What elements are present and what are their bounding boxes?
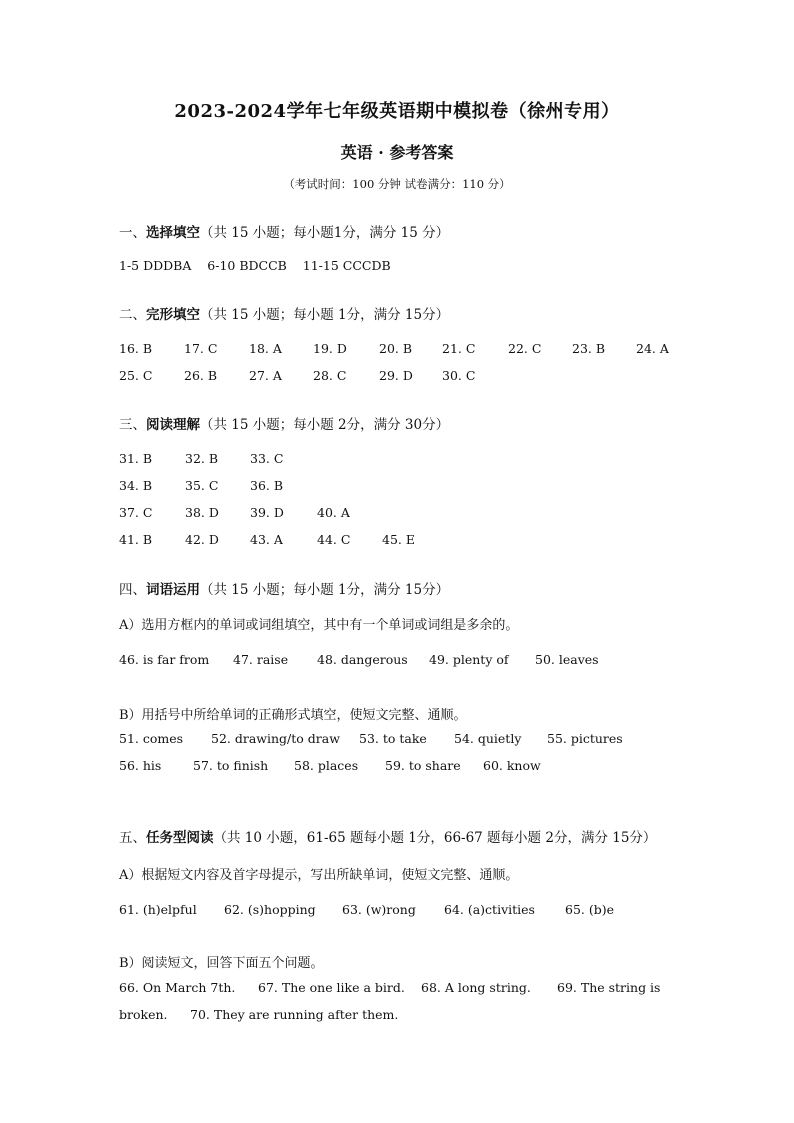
- section-2-row-1: [119, 341, 719, 359]
- section-5-name: 任务型阅读: [146, 830, 214, 846]
- section-3-row-1: [119, 451, 519, 469]
- section-4-heading: [119, 578, 449, 598]
- answer-item: 47. raise: [233, 652, 289, 667]
- answer-item: 48. dangerous: [317, 652, 408, 667]
- answer-item: 51. comes: [119, 731, 184, 746]
- answer-item: 22. C: [508, 341, 542, 356]
- answer-item: 39. D: [250, 505, 284, 520]
- answer-item: 40. A: [317, 505, 350, 520]
- section-5-part-b-instruction: B）阅读短文，回答下面五个问题。: [119, 956, 324, 971]
- section-5-part-a-answers: [119, 902, 719, 920]
- answer-item: 60. know: [483, 758, 541, 773]
- answer-item: 31. B: [119, 451, 153, 466]
- answer-item: 64. (a)ctivities: [444, 902, 535, 917]
- answer-item: 23. B: [572, 341, 606, 356]
- answer-item: 57. to finish: [193, 758, 269, 773]
- answer-item: 63. (w)rong: [342, 902, 416, 917]
- section-2-detail: （共 15 小题；每小题 1分，满分 15分）: [200, 307, 450, 323]
- answer-item: 65. (b)e: [565, 902, 615, 917]
- section-4-name: 词语运用: [146, 582, 200, 598]
- section-3-row-4: [119, 532, 519, 550]
- section-3-name: 阅读理解: [146, 417, 200, 433]
- section-5-part-a-instruction: A）根据短文内容及首字母提示，写出所缺单词，使短文完整、通顺。: [119, 868, 519, 883]
- answer-item: 32. B: [185, 451, 219, 466]
- answer-item: 69. The string is: [557, 980, 661, 995]
- answer-item: 28. C: [313, 368, 347, 383]
- section-5-part-b-line-1: [119, 980, 719, 998]
- answer-item: 43. A: [250, 532, 283, 547]
- answer-item: 66. On March 7th.: [119, 980, 236, 995]
- answer-item: 49. plenty of: [429, 652, 509, 667]
- answer-item: 16. B: [119, 341, 153, 356]
- section-1-number: 一、: [119, 225, 146, 241]
- section-2-number: 二、: [119, 307, 146, 323]
- document-subtitle: 英语 · 参考答案: [340, 143, 454, 162]
- answer-item: 30. C: [442, 368, 476, 383]
- section-4-detail: （共 15 小题；每小题 1分，满分 15分）: [200, 582, 450, 598]
- section-1-detail: （共 15 小题；每小题1分，满分 15 分）: [200, 225, 450, 241]
- answer-item: 27. A: [249, 368, 282, 383]
- section-3-number: 三、: [119, 417, 146, 433]
- section-3-row-2: [119, 478, 519, 496]
- answer-item: 59. to share: [385, 758, 461, 773]
- answer-item: 54. quietly: [454, 731, 522, 746]
- section-1-heading: [119, 221, 449, 241]
- answer-item: 25. C: [119, 368, 153, 383]
- section-4-part-a-instruction: A）选用方框内的单词或词组填空，其中有一个单词或词组是多余的。: [119, 618, 519, 633]
- answer-item: 70. They are running after them.: [190, 1007, 399, 1022]
- answer-item: 26. B: [184, 368, 218, 383]
- answer-item: 35. C: [185, 478, 219, 493]
- answer-item: broken.: [119, 1007, 168, 1022]
- answer-item: 56. his: [119, 758, 162, 773]
- answer-item: 58. places: [294, 758, 359, 773]
- section-5-number: 五、: [119, 830, 146, 846]
- answer-item: 53. to take: [359, 731, 427, 746]
- answer-item: 20. B: [379, 341, 413, 356]
- exam-info: （考试时间：100 分钟 试卷满分：110 分）: [283, 177, 511, 191]
- answer-item: 62. (s)hopping: [224, 902, 316, 917]
- answer-item: 55. pictures: [547, 731, 623, 746]
- section-4-part-b-row-1: [119, 731, 719, 749]
- answer-item: 67. The one like a bird.: [258, 980, 405, 995]
- answer-item: 45. E: [382, 532, 415, 547]
- answer-item: 17. C: [184, 341, 218, 356]
- answer-item: 44. C: [317, 532, 351, 547]
- answer-item: 24. A: [636, 341, 669, 356]
- section-4-part-b-row-2: [119, 758, 719, 776]
- section-4-part-a-answers: [119, 652, 719, 670]
- answer-item: 29. D: [379, 368, 413, 383]
- answer-item: 33. C: [250, 451, 284, 466]
- answer-item: 46. is far from: [119, 652, 210, 667]
- answer-item: 36. B: [250, 478, 284, 493]
- section-1-answer-text: 1-5 DDDBA 6-10 BDCCB 11-15 CCCDB: [119, 258, 391, 273]
- section-3-heading: [119, 413, 449, 433]
- section-2-heading: [119, 303, 449, 323]
- answer-item: 19. D: [313, 341, 347, 356]
- section-2-row-2: [119, 368, 719, 386]
- section-1-answers: [119, 258, 391, 273]
- answer-item: 61. (h)elpful: [119, 902, 197, 917]
- section-2-name: 完形填空: [146, 307, 200, 323]
- answer-item: 38. D: [185, 505, 219, 520]
- section-1-name: 选择填空: [146, 225, 200, 241]
- section-3-detail: （共 15 小题；每小题 2分，满分 30分）: [200, 417, 450, 433]
- answer-item: 37. C: [119, 505, 153, 520]
- answer-item: 42. D: [185, 532, 219, 547]
- section-3-row-3: [119, 505, 519, 523]
- document-title: 2023-2024学年七年级英语期中模拟卷（徐州专用）: [174, 101, 620, 122]
- answer-item: 21. C: [442, 341, 476, 356]
- answer-item: 68. A long string.: [421, 980, 531, 995]
- answer-item: 41. B: [119, 532, 153, 547]
- answer-item: 50. leaves: [535, 652, 599, 667]
- section-4-part-b-instruction: B）用括号中所给单词的正确形式填空，使短文完整、通顺。: [119, 708, 467, 723]
- answer-item: 52. drawing/to draw: [211, 731, 340, 746]
- section-5-part-b-line-2: [119, 1007, 719, 1025]
- section-4-number: 四、: [119, 582, 146, 598]
- answer-item: 34. B: [119, 478, 153, 493]
- answer-item: 18. A: [249, 341, 282, 356]
- section-5-heading: [119, 826, 656, 846]
- section-5-detail: （共 10 小题，61-65 题每小题 1分，66-67 题每小题 2分，满分 15分）: [213, 830, 657, 846]
